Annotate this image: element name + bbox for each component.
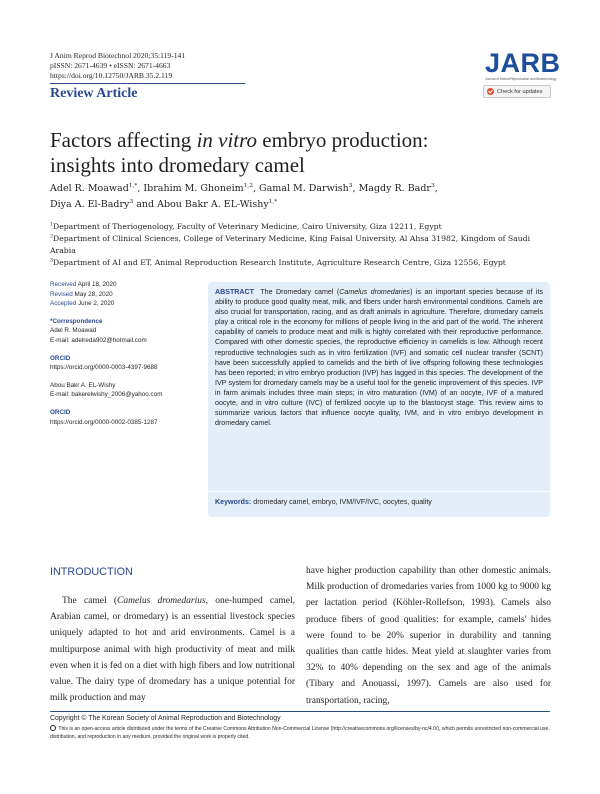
footer-divider (50, 711, 550, 712)
author: Magdy R. Badr (358, 183, 431, 194)
abstract-box (208, 282, 550, 517)
keywords-label: Keywords: (215, 498, 252, 506)
affiliation-item: $^2$Department of Clinical Sciences, College of Veterinary Medicine, King Faisal University, Al Ahsa 31982, Kingdom of Saudi Arabia (50, 233, 531, 255)
doi-link[interactable]: https://doi.org/10.12750/JARB.35.2.119 (50, 71, 173, 81)
check-updates-icon (487, 88, 494, 95)
footer-license: This is an open-access article distributed under the terms of the Creative Commons Attribution Non-Commercial License (http://creativecommons.org/licenses/by-nc/4.0/), which permits unrestricted non-commercial use, distribution, and reproduction in any medium, provided the original work is properly cited. (50, 726, 550, 740)
body-column-right: have higher production capability than other domestic animals. Milk production of dromedaries varies from 1000 kg to 9000 kg per lactation period (Köhler-Rollefson, 1993). Camels also produce fibers of good qualities: for example, camels' hides were found to be 20% superior in durability and tanning qualities than cattle hides. Meat yield at slaughter varies from 32% to 40% depending on the sex and age of the animals (Tibary and Anouassi, 1997). Camels are also used for transportation, racing, (306, 566, 551, 706)
journal-logo (485, 48, 561, 81)
revised-date: Revised May 28, 2020 (50, 290, 113, 298)
orcid-link[interactable]: https://orcid.org/0000-0002-0385-1287 (50, 418, 158, 426)
received-date: Received April 18, 2020 (50, 281, 117, 288)
author-list: Adel R. Moawad$^{1,*}$, Ibrahim M. Ghoneim$^{1,2}$, Gamal M. Darwish$^3$, Magdy R. Badr$^3$, Diya A. El-Badry$^3$ and Abou Bakr A. EL-Wishy$^{1,*}$ (50, 182, 438, 210)
correspondent-email[interactable]: E-mail: adelreda902@hotmail.com (50, 336, 147, 344)
affiliation-item: $^1$Department of Theriogenology, Faculty of Veterinary Medicine, Cairo University, Giza 12211, Egypt (50, 222, 442, 231)
correspondent-name: Adel R. Moawad (50, 327, 97, 335)
body-column-left: The camel (Camelus dromedarius, one-humped camel, Arabian camel, or dromedary) is an essential livestock species uniquely adapted to hot and arid environments. Camel is a multipurpose animal with high productivity of meat and milk even when it is fed on a diet with high fibers and low nutritional value. The dairy type of dromedary has a unique potential for milk production and may (50, 596, 295, 704)
article-title: Factors affecting in vitro embryo production: insights into dromedary camel (50, 128, 429, 177)
logo-text: JARB (485, 48, 561, 78)
keywords-box (208, 491, 550, 513)
keywords-text: dromedary camel, embryo, IVM/IVF/IVC, oocytes, quality (253, 498, 432, 506)
orcid-heading: ORCID (50, 408, 71, 416)
check-updates-label: Check for updates (497, 88, 543, 95)
correspondence-heading: *Correspondence (50, 317, 103, 325)
author: Ibrahim M. Ghoneim (143, 183, 244, 194)
correspondent-email[interactable]: E-mail: bakerelwishy_2006@yahoo.com (50, 391, 163, 399)
orcid-heading: ORCID (50, 354, 71, 362)
header-divider (50, 83, 245, 84)
title-italic: in vitro (196, 128, 258, 152)
correspondent-name: Abou Bakr A. EL-Wishy (50, 381, 116, 389)
abstract-text: ABSTRACT The Dromedary camel (Camelus dromedaries) is an important species because of its ability to produce good quality meat, milk, and fibers under harsh environmental conditions. Camels are also crucial for transportation, racing, and as draft animals in agriculture. Therefore, dromedary camels play a critical role in the economy for millions of people living in the arid part of the world. The inherent capability of camels to produce meat and milk is highly correlated with their reproductive performance. Compared with other domestic species, the reproductive efficiency in camelids is low. Although recent reproductive technologies such as in vitro fertilization (IVF) and somatic cell nuclear transfer (SCNT) have been successfully applied to camelids and the birth of live offspring following these technologies has been reported; in vitro embryo production (IVP) has lagged in this species. The development of the IVP system for dromedary camels may be a useful tool for the genetic improvement of this species. IVP in farm animals includes three main steps; in vitro maturation (IVM) of an oocyte, IVF of a matured oocyte, and in vitro culture (IVC) of fertilized oocyte up to the blastocyst stage. This review aims to summarize various factors that influence oocyte quality, IVM, and in vitro embryo development in dromedary camel. (215, 288, 544, 428)
affiliation-item: $^3$Department of AI and ET, Animal Reproduction Research Institute, Agriculture Research Centre, Giza 12556, Egypt (50, 257, 506, 267)
journal-meta (50, 51, 185, 82)
journal-citation: J Anim Reprod Biotechnol 2020;35:119-141 (50, 51, 186, 60)
author: Diya A. El-Badry (50, 198, 130, 210)
check-for-updates-button[interactable] (483, 85, 551, 98)
issn-line: pISSN: 2671-4639 • eISSN: 2671-4663 (50, 61, 171, 71)
accepted-date: Accepted June 2, 2020 (50, 300, 115, 308)
author: Adel R. Moawad (50, 183, 129, 194)
logo-subtitle: Journal of Animal Reproduction and Biotechnology (485, 77, 557, 81)
article-info-sidebar (50, 280, 200, 427)
affiliation-list (50, 221, 555, 269)
section-heading-introduction: INTRODUCTION (50, 566, 133, 578)
article-type-label: Review Article (50, 86, 138, 101)
author: Gamal M. Darwish (259, 183, 349, 194)
author: Abou Bakr A. EL-Wishy (157, 198, 269, 210)
creative-commons-icon (50, 725, 56, 731)
abstract-label: ABSTRACT (215, 288, 255, 296)
footer-copyright: Copyright © The Korean Society of Animal Reproduction and Biotechnology (50, 715, 281, 722)
orcid-link[interactable]: https://orcid.org/0000-0003-4397-9688 (50, 364, 158, 372)
